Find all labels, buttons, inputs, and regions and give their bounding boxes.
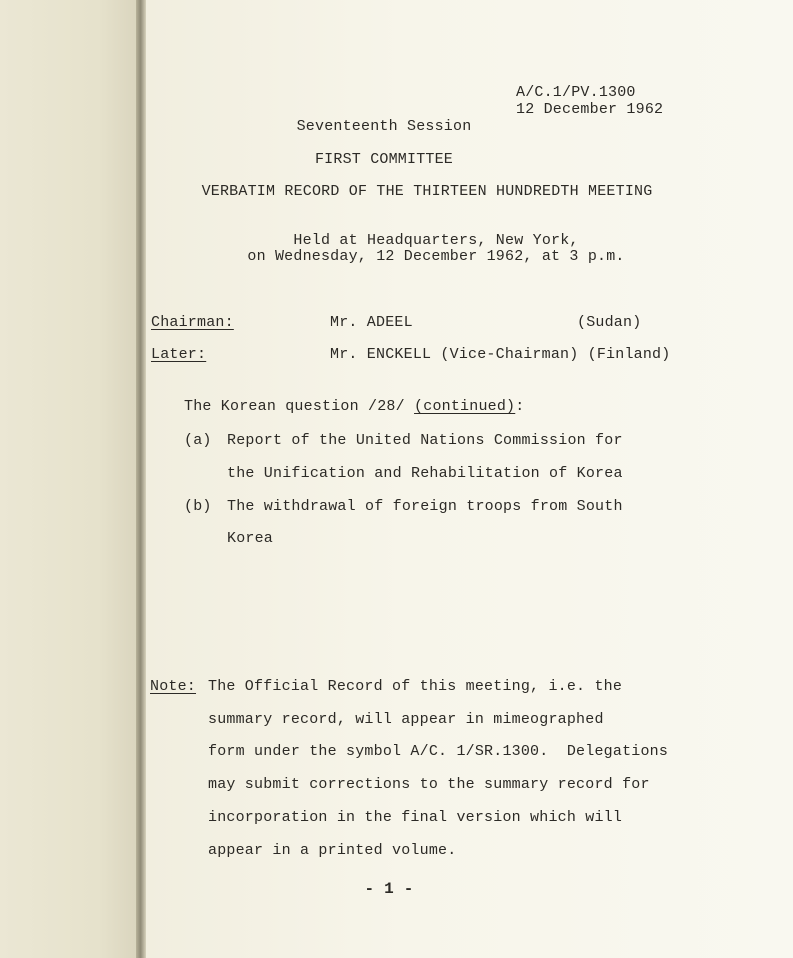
note-line-3: form under the symbol A/C. 1/SR.1300. Delegations [208, 743, 669, 760]
agenda-colon: : [515, 398, 525, 415]
document-symbol: A/C.1/PV.1300 [516, 84, 636, 101]
chairman-name: Mr. ADEEL [330, 314, 413, 331]
note-line-2: summary record, will appear in mimeographed [208, 711, 604, 728]
held-at-line-1: Held at Headquarters, New York, [293, 232, 579, 249]
item-a-marker: (a) [184, 432, 212, 449]
item-a-line-1: Report of the United Nations Commission for [227, 432, 623, 449]
book-gutter [136, 0, 146, 958]
note-line-5: incorporation in the final version which will [208, 809, 623, 826]
document-date: 12 December 1962 [516, 101, 664, 118]
agenda-title: The Korean question [184, 398, 359, 415]
item-b-marker: (b) [184, 498, 212, 515]
item-b-line-2: Korea [227, 530, 274, 547]
held-at-line-2: on Wednesday, 12 December 1962, at 3 p.m. [247, 248, 625, 265]
item-a-line-2: the Unification and Rehabilitation of Korea [227, 465, 623, 482]
agenda-item-reference: /28/ [368, 398, 405, 415]
page-number: - 1 - [364, 880, 414, 898]
note-line-6: appear in a printed volume. [208, 842, 457, 859]
item-b-line-1: The withdrawal of foreign troops from South [227, 498, 623, 515]
session-heading: Seventeenth Session [296, 118, 472, 135]
note-line-1: The Official Record of this meeting, i.e. the [208, 678, 623, 695]
agenda-continued: (continued) [414, 398, 516, 415]
chairman-label: Chairman: [151, 314, 234, 331]
chairman-country: (Sudan) [577, 314, 642, 331]
later-chairman-name: Mr. ENCKELL (Vice-Chairman) (Finland) [330, 346, 671, 363]
record-title: VERBATIM RECORD OF THE THIRTEEN HUNDREDTH MEETING [201, 183, 653, 200]
facing-page [0, 0, 140, 958]
note-line-4: may submit corrections to the summary record for [208, 776, 650, 793]
note-label: Note: [150, 678, 197, 695]
later-label: Later: [151, 346, 207, 363]
agenda-item-intro [184, 398, 524, 415]
committee-heading: FIRST COMMITTEE [314, 151, 454, 168]
